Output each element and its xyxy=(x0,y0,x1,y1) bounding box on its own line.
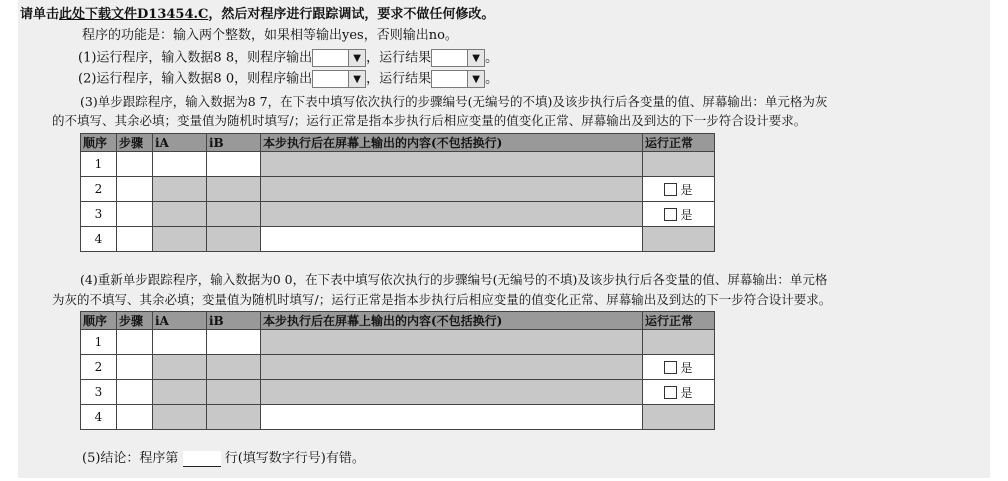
row-number: 2 xyxy=(81,177,117,202)
normal-checkbox-cell[interactable] xyxy=(643,355,715,380)
output-cell-disabled xyxy=(261,380,643,405)
table-row xyxy=(81,227,715,252)
normal-checkbox[interactable] xyxy=(664,183,677,196)
output-cell-disabled xyxy=(261,330,643,355)
q1-mid-text: ，运行结果 xyxy=(366,50,432,66)
ib-cell-disabled xyxy=(207,380,261,405)
step-input[interactable] xyxy=(117,152,153,177)
normal-cell-disabled xyxy=(643,330,715,355)
table-header-row xyxy=(81,134,715,152)
header-ib: iB xyxy=(207,312,261,330)
step-input[interactable] xyxy=(117,202,153,227)
instruction-suffix: ，然后对程序进行跟踪调试，要求不做任何修改。 xyxy=(208,7,495,22)
checkbox-label: 是 xyxy=(680,182,693,197)
ia-cell-disabled xyxy=(153,227,207,252)
header-normal: 运行正常 xyxy=(643,134,715,152)
ia-input[interactable] xyxy=(153,330,207,355)
normal-checkbox-cell[interactable] xyxy=(643,202,715,227)
normal-cell-disabled xyxy=(643,405,715,430)
header-step: 步骤 xyxy=(117,312,153,330)
download-link[interactable]: 此处下载文件D13454.C xyxy=(59,7,209,22)
step-input[interactable] xyxy=(117,227,153,252)
table-header-row xyxy=(81,312,715,330)
instruction-heading xyxy=(20,6,494,23)
ib-cell-disabled xyxy=(207,202,261,227)
header-ia: iA xyxy=(153,134,207,152)
header-order: 顺序 xyxy=(81,134,117,152)
checkbox-label: 是 xyxy=(680,360,693,375)
ib-cell-disabled xyxy=(207,355,261,380)
table-row xyxy=(81,330,715,355)
header-order: 顺序 xyxy=(81,312,117,330)
step-input[interactable] xyxy=(117,380,153,405)
trace-table-1 xyxy=(80,133,715,252)
chevron-down-icon: ▼ xyxy=(467,71,484,87)
header-ia: iA xyxy=(153,312,207,330)
q1-output-select[interactable] xyxy=(312,49,366,67)
header-normal: 运行正常 xyxy=(643,312,715,330)
step-input[interactable] xyxy=(117,177,153,202)
normal-checkbox[interactable] xyxy=(664,386,677,399)
checkbox-label: 是 xyxy=(680,207,693,222)
instruction-prefix: 请单击 xyxy=(20,7,60,22)
ib-input[interactable] xyxy=(207,330,261,355)
table-row xyxy=(81,202,715,227)
question-3-line-1: (3)单步跟踪程序，输入数据为8 7，在下表中填写依次执行的步骤编号(无编号的不填)及该步执行后各变量的值、屏幕输出：单元格为灰 xyxy=(80,94,828,109)
question-panel xyxy=(18,0,990,478)
output-cell-disabled xyxy=(261,177,643,202)
ib-cell-disabled xyxy=(207,227,261,252)
ia-cell-disabled xyxy=(153,202,207,227)
question-2 xyxy=(78,70,498,88)
ia-cell-disabled xyxy=(153,177,207,202)
table-row xyxy=(81,380,715,405)
table-row xyxy=(81,405,715,430)
q2-output-select[interactable] xyxy=(312,70,366,88)
question-1 xyxy=(78,49,498,67)
header-ib: iB xyxy=(207,134,261,152)
normal-cell-disabled xyxy=(643,152,715,177)
table-row xyxy=(81,177,715,202)
q1-end: 。 xyxy=(485,50,499,66)
step-input[interactable] xyxy=(117,355,153,380)
question-4-line-1: (4)重新单步跟踪程序，输入数据为0 0，在下表中填写依次执行的步骤编号(无编号的不填)及该步执行后各变量的值、屏幕输出：单元格 xyxy=(80,272,828,287)
q5-prefix: (5)结论：程序第 xyxy=(82,451,179,466)
q2-text: (2)运行程序，输入数据8 0，则程序输出 xyxy=(78,71,313,87)
question-3-line-2: 的不填写、其余必填；变量值为随机时填写/；运行正常是指本步执行后相应变量的值变化正常、屏幕输出及到达的下一步符合设计要求。 xyxy=(52,113,807,128)
chevron-down-icon: ▼ xyxy=(467,50,484,66)
ia-input[interactable] xyxy=(153,152,207,177)
table-row xyxy=(81,152,715,177)
row-number: 4 xyxy=(81,227,117,252)
line-number-input[interactable] xyxy=(183,451,221,467)
checkbox-label: 是 xyxy=(680,385,693,400)
output-cell-disabled xyxy=(261,152,643,177)
step-input[interactable] xyxy=(117,330,153,355)
ib-cell-disabled xyxy=(207,405,261,430)
question-5 xyxy=(82,450,365,467)
row-number: 1 xyxy=(81,152,117,177)
output-cell-disabled xyxy=(261,202,643,227)
q1-text: (1)运行程序，输入数据8 8，则程序输出 xyxy=(78,50,313,66)
output-input[interactable] xyxy=(261,405,643,430)
header-step: 步骤 xyxy=(117,134,153,152)
q2-result-select[interactable] xyxy=(431,70,485,88)
row-number: 3 xyxy=(81,202,117,227)
row-number: 3 xyxy=(81,380,117,405)
ia-cell-disabled xyxy=(153,380,207,405)
output-input[interactable] xyxy=(261,227,643,252)
normal-checkbox[interactable] xyxy=(664,208,677,221)
trace-table-2 xyxy=(80,311,715,430)
header-output: 本步执行后在屏幕上输出的内容(不包括换行) xyxy=(261,134,643,152)
q2-mid-text: ，运行结果 xyxy=(366,71,432,87)
ia-cell-disabled xyxy=(153,355,207,380)
normal-checkbox-cell[interactable] xyxy=(643,177,715,202)
chevron-down-icon: ▼ xyxy=(348,71,365,87)
q5-suffix: 行(填写数字行号)有错。 xyxy=(224,451,365,466)
row-number: 2 xyxy=(81,355,117,380)
q2-end: 。 xyxy=(485,71,499,87)
normal-checkbox[interactable] xyxy=(664,361,677,374)
q1-result-select[interactable] xyxy=(431,49,485,67)
normal-checkbox-cell[interactable] xyxy=(643,380,715,405)
ia-cell-disabled xyxy=(153,405,207,430)
function-description: 程序的功能是：输入两个整数，如果相等输出yes，否则输出no。 xyxy=(82,28,458,43)
output-cell-disabled xyxy=(261,355,643,380)
table-row xyxy=(81,355,715,380)
header-output: 本步执行后在屏幕上输出的内容(不包括换行) xyxy=(261,312,643,330)
row-number: 4 xyxy=(81,405,117,430)
question-4-line-2: 为灰的不填写、其余必填；变量值为随机时填写/；运行正常是指本步执行后相应变量的值变化正常、屏幕输出及到达的下一步符合设计要求。 xyxy=(52,292,832,307)
ib-input[interactable] xyxy=(207,152,261,177)
row-number: 1 xyxy=(81,330,117,355)
normal-cell-disabled xyxy=(643,227,715,252)
step-input[interactable] xyxy=(117,405,153,430)
ib-cell-disabled xyxy=(207,177,261,202)
chevron-down-icon: ▼ xyxy=(348,50,365,66)
